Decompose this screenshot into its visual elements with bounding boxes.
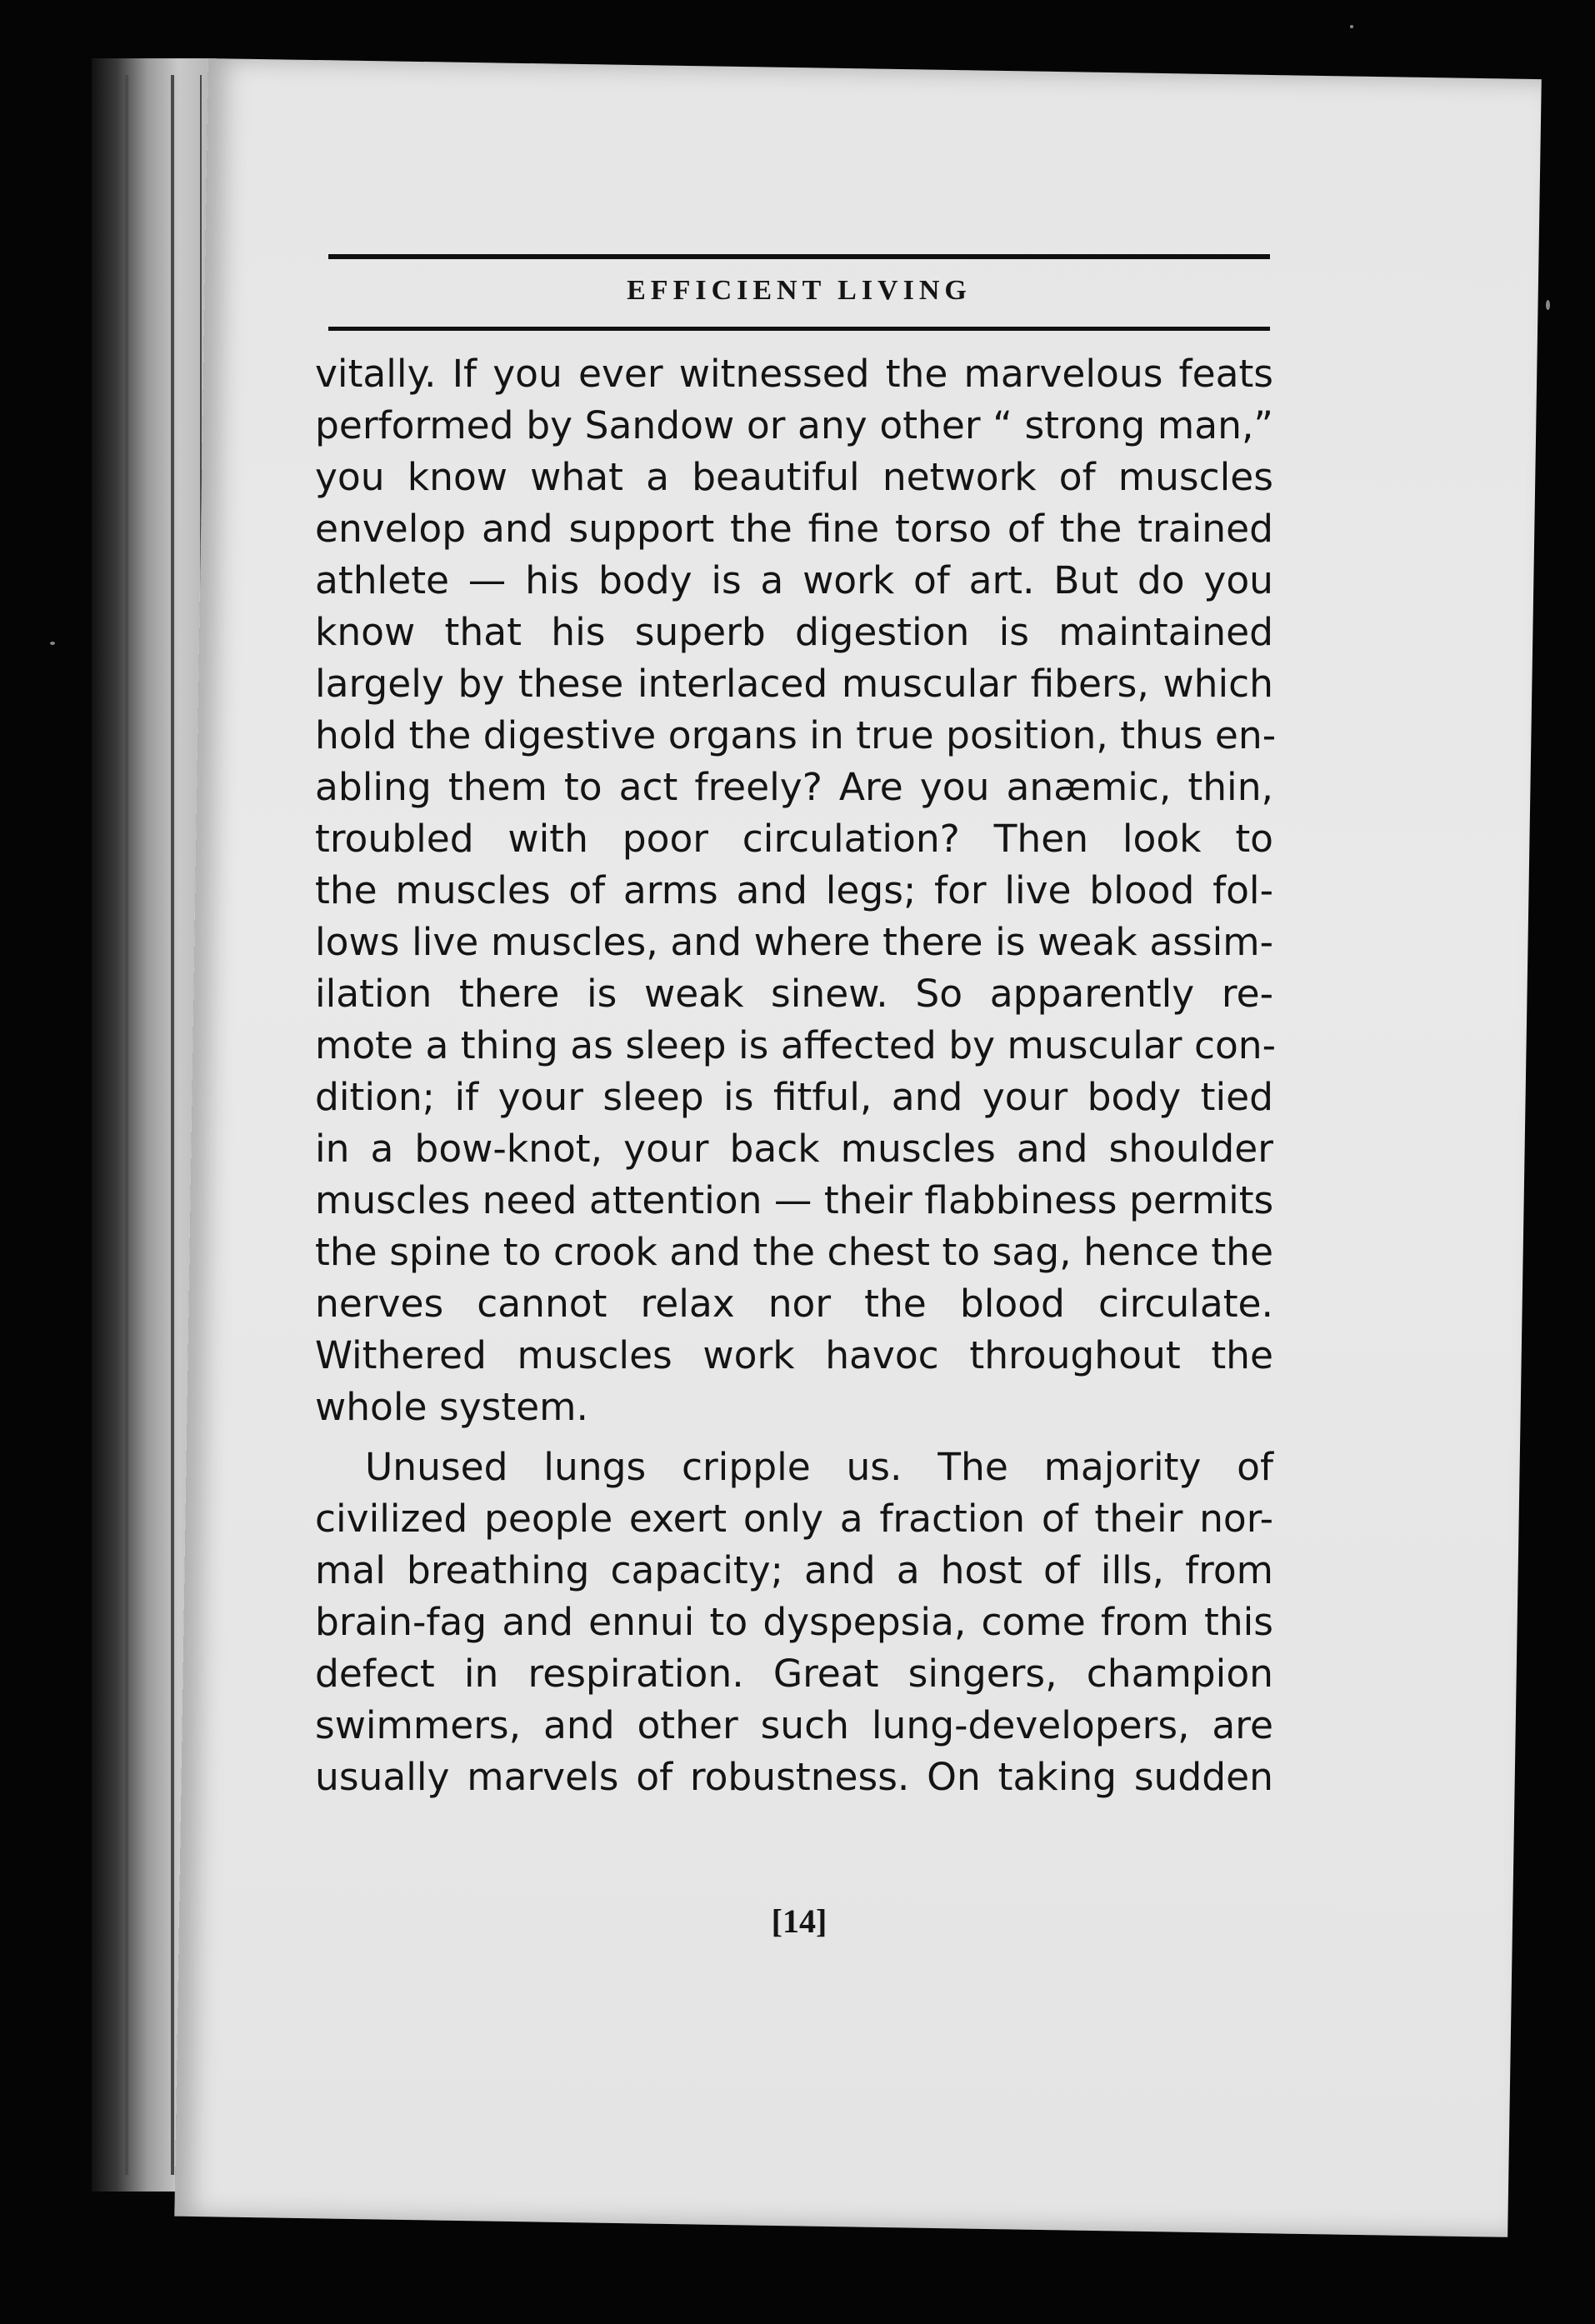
text-line: civilized people exert only a fraction of their nor- (315, 1497, 1273, 1541)
dust-speck (50, 642, 55, 645)
text-line: swimmers, and other such lung-developers, are (315, 1703, 1273, 1747)
header-rule-bottom (328, 327, 1270, 331)
running-head: EFFICIENT LIVING (627, 275, 972, 306)
text-line: troubled with poor circulation? Then look to (315, 817, 1273, 861)
text-line: the muscles of arms and legs; for live blood fol- (315, 868, 1273, 912)
text-line: Withered muscles work havoc throughout the (315, 1333, 1273, 1377)
text-line: dition; if your sleep is fitful, and your body tied (315, 1075, 1273, 1119)
text-line: lows live muscles, and where there is weak assim- (315, 920, 1273, 964)
text-line: hold the digestive organs in true position, thus en- (315, 713, 1277, 757)
text-line: brain-fag and ennui to dyspepsia, come from this (315, 1600, 1273, 1644)
header-rule-top (328, 254, 1270, 259)
text-line: whole system. (315, 1385, 588, 1429)
dust-speck (1350, 25, 1353, 28)
text-line: the spine to crook and the chest to sag, hence the (315, 1230, 1273, 1274)
text-line: abling them to act freely? Are you anæmic, thin, (315, 765, 1273, 809)
text-line: performed by Sandow or any other “ strong man,” (315, 403, 1273, 447)
text-line: vitally. If you ever witnessed the marvelous feats (315, 352, 1273, 396)
text-line: envelop and support the fine torso of the trained (315, 507, 1273, 551)
text-line: largely by these interlaced muscular fibers, which (315, 662, 1273, 706)
text-line: muscles need attention — their flabbiness permits (315, 1178, 1274, 1222)
paragraph-gap (315, 1433, 1273, 1442)
text-line: Unused lungs cripple us. The majority of (365, 1445, 1273, 1489)
text-line: athlete — his body is a work of art. But do you (315, 558, 1273, 602)
text-line: in a bow-knot, your back muscles and shoulder (315, 1127, 1273, 1171)
binding-edge-line (125, 75, 128, 2175)
text-line: know that his superb digestion is maintained (315, 610, 1273, 654)
page-number: [14] (771, 1902, 828, 1940)
text-line: usually marvels of robustness. On taking sudden (315, 1755, 1273, 1799)
dust-speck (1546, 300, 1550, 310)
text-line: ilation there is weak sinew. So apparently re- (315, 972, 1273, 1016)
text-line: nerves cannot relax nor the blood circulate. (315, 1282, 1273, 1326)
text-line: mote a thing as sleep is affected by muscular con- (315, 1023, 1277, 1067)
text-line: mal breathing capacity; and a host of ills, from (315, 1548, 1273, 1592)
body-text (315, 348, 1277, 1803)
text-line: you know what a beautiful network of muscles (315, 455, 1273, 499)
text-line: defect in respiration. Great singers, champion (315, 1652, 1273, 1696)
binding-edge-line (171, 75, 174, 2175)
